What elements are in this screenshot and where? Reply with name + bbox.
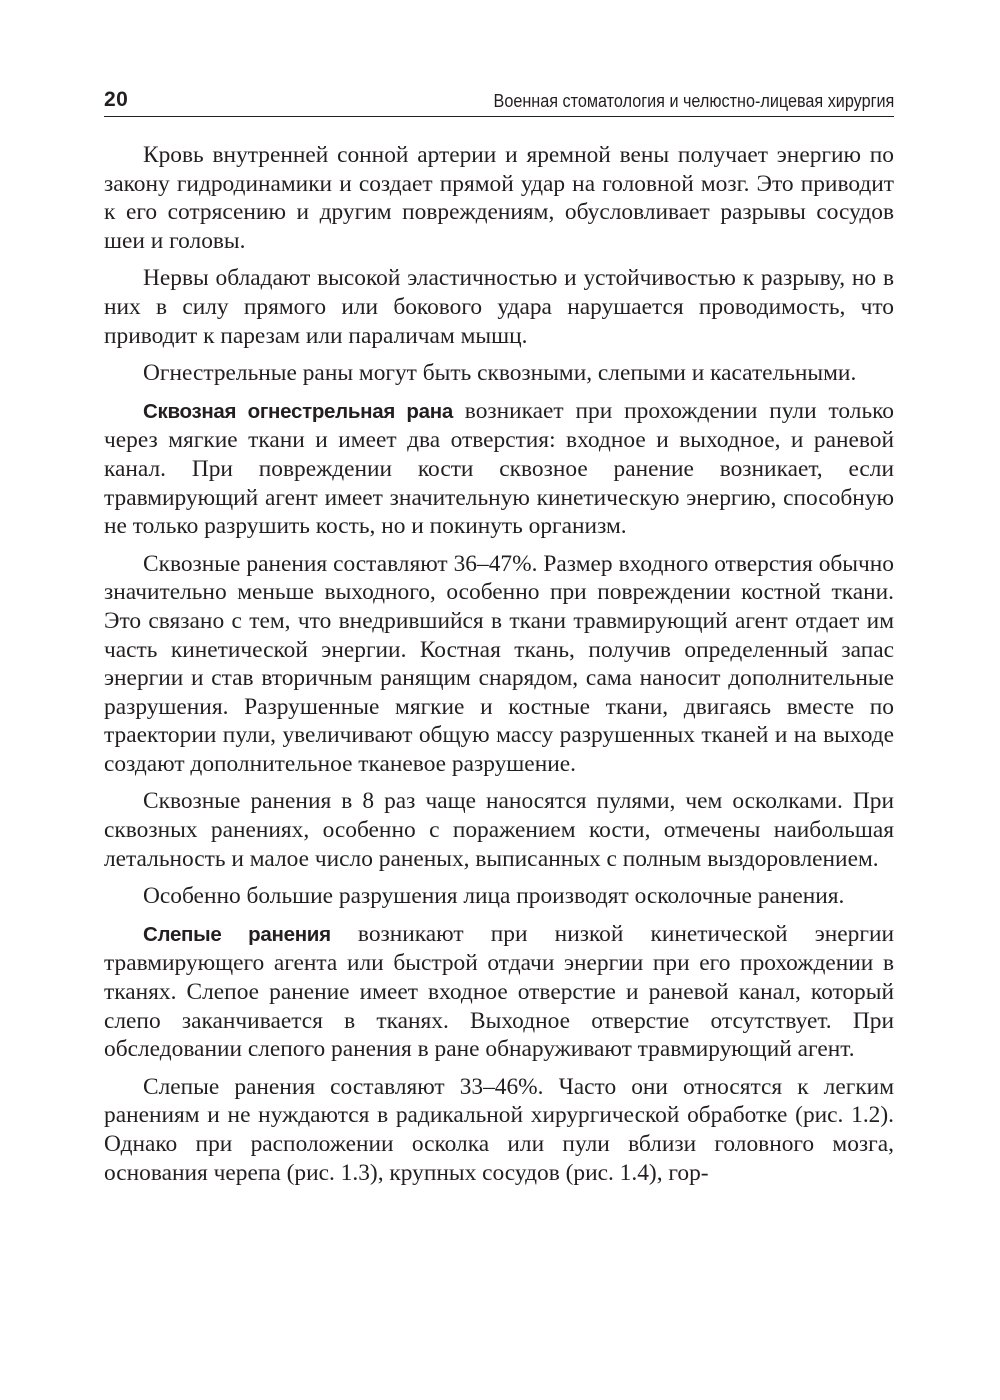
paragraph-6 [104,787,894,873]
paragraph-7 [104,882,894,911]
paragraph-text: Особенно большие разрушения лица производят осколочные ранения. [143,883,845,910]
paragraph-text: возникает при прохождении пули только через мягкие ткани и имеет два отверстия: входное и выходное, и раневой канал. При повреждении кости сквозное ранение возникает, если травмирующий агент имеет значительную кинетическую энергию, способную не только разрушить кость, но и покинуть организм. [104,397,894,540]
body-text [104,141,894,1187]
paragraph-4 [104,397,894,541]
paragraph-2 [104,264,894,350]
running-header [104,86,894,117]
paragraph-8 [104,920,894,1064]
paragraph-5 [104,550,894,779]
book-page [104,86,894,1196]
term-blind-wounds: Слепые ранения [143,922,331,946]
book-title: Военная стоматология и челюстно-лицевая хирургия [493,91,894,111]
paragraph-9 [104,1073,894,1187]
term-through-wound: Сквозная огнестрельная рана [143,399,453,423]
paragraph-text: Кровь внутренней сонной артерии и яремной вены получает энергию по закону гидродинамики и создает прямой удар на головной мозг. Это приводит к его сотрясению и другим повреждениям, обусловливает разрывы сосудов шеи и головы. [104,142,894,254]
paragraph-text: возникают при низкой кинетической энергии травмирующего агента или быстрой отдачи энергии при его прохождении в тканях. Слепое ранение имеет входное отверстие и раневой канал, который слепо заканчивается в тканях. Выходное отверстие отсутствует. При обследовании слепого ранения в ране обнаруживают травмирующий агент. [104,920,894,1063]
paragraph-text: Огнестрельные раны могут быть сквозными, слепыми и касательными. [143,360,857,387]
paragraph-text: Сквозные ранения в 8 раз чаще наносятся пулями, чем осколками. При сквозных ранениях, особенно с поражением кости, отмечены наибольшая летальность и малое число раненых, выписанных с полным выздоровлением. [104,788,894,872]
paragraph-text: Нервы обладают высокой эластичностью и устойчивостью к разрыву, но в них в силу прямого или бокового удара нарушается проводимость, что приводит к парезам или параличам мышц. [104,265,894,349]
paragraph-text: Слепые ранения составляют 33–46%. Часто они относятся к легким ранениям и не нуждаются в радикальной хирургической обработке (рис. 1.2). Однако при расположении осколка или пули вблизи головного мозга, основания черепа (рис. 1.3), крупных сосудов (рис. 1.4), гор- [104,1073,894,1186]
paragraph-1 [104,141,894,255]
paragraph-text: Сквозные ранения составляют 36–47%. Размер входного отверстия обычно значительно меньше выходного, особенно при повреждении костной ткани. Это связано с тем, что внедрившийся в ткани травмирующий агент отдает им часть кинетической энергии. Костная ткань, получив определенный запас энергии и став вторичным ранящим снарядом, сама наносит дополнительные разрушения. Разрушенные мягкие и костные ткани, двигаясь вместе по траектории пули, увеличивают общую массу разрушенных тканей и на выходе создают дополнительное тканевое разрушение. [104,550,894,777]
page-number: 20 [104,88,129,111]
paragraph-3 [104,359,894,388]
